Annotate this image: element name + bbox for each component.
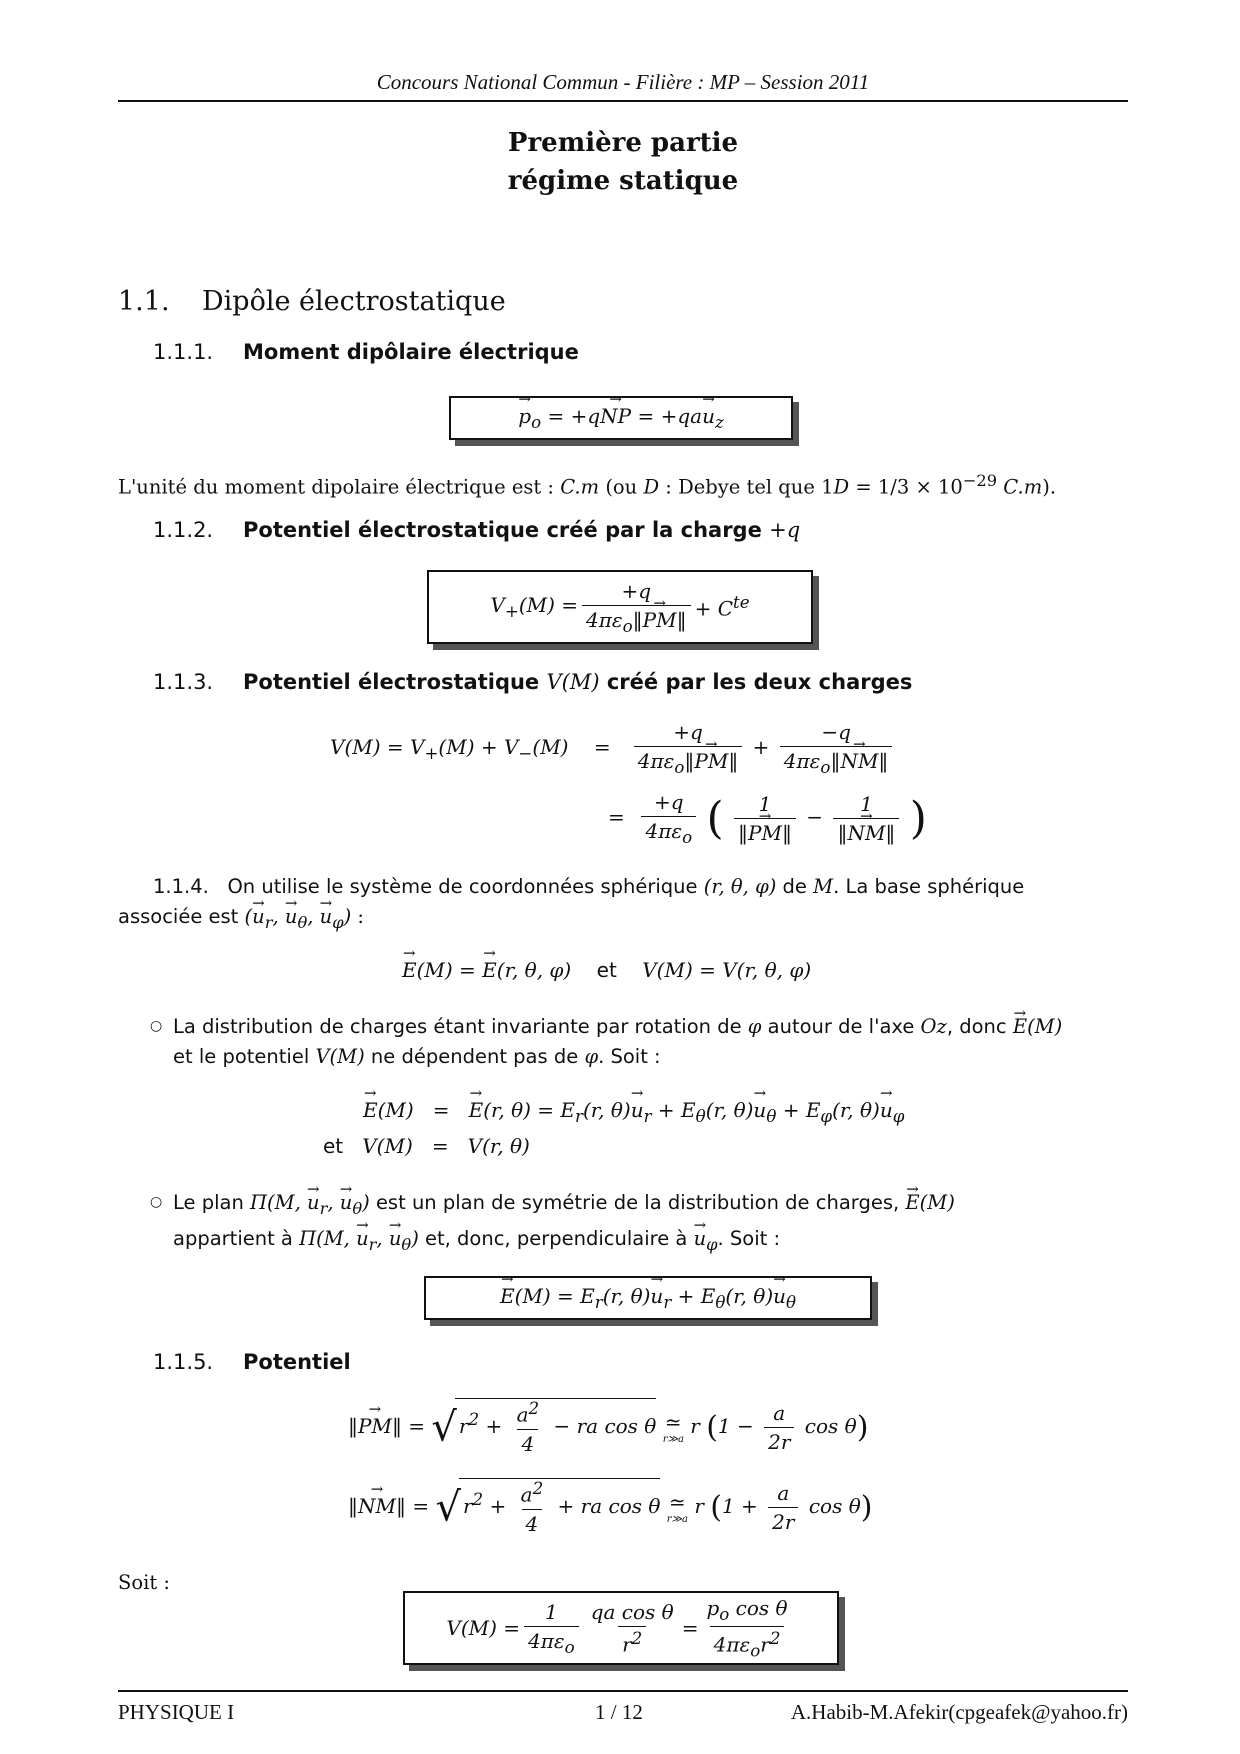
field-result-box: → $E(M) = E_r(r$, $\theta)\to u_r + E_\theta(r$, $\theta)\to u_\theta$ (424, 1276, 872, 1320)
dipole-moment-box: → $p_o = +q\to$ NP = $+qa\to u_z$ (449, 396, 793, 440)
dipole-potential-box: V(M) = $\frac{1}{4\pi\varepsilon_o}$ $\frac{\text{qa cos θ}}{r^2}$ = $\frac{p_o \cos \theta}{4\pi\varepsilon_or^2}$ (403, 1591, 839, 1665)
footer-authors: A.Habib-M.Afekir(cpgeafek@yahoo.fr) (790, 1700, 1128, 1724)
potential-sum-eq-2: = $\frac{+q}{4\pi\varepsilon_o}$ ( $\frac{1}{‖\to PM‖}$ − $\frac{1}{‖\to NM‖}$ ) (608, 790, 927, 847)
bullet-2-marker: ○ (150, 1194, 163, 1210)
field-potential-eq: → E(M) = → E(r, θ, φ) et V(M) = V(r, θ, φ) (402, 958, 811, 982)
field-decomposition-eq-2: et V(M) = V(r, θ) (323, 1134, 530, 1158)
bullet-2-text: Le plan Π(M, → $u_r$, → $u_\theta$) est un plan de symétrie de la distribution de charges, → E(M) appartient à Π(M, → $u_r$, → $u_\theta$) et, donc, perpendiculaire à → $u_\varphi$. Soit : (173, 1188, 1128, 1260)
potential-sum-eq-1: $V(M) = V_+(M) + V_-(M)$ = $\frac{+q}{4\pi\varepsilon_o‖\to PM‖}$ + $\frac{-q}{4\pi\varepsilon_o‖\to NM‖}$ (330, 720, 896, 777)
footer-subject: PHYSIQUE I (118, 1700, 235, 1724)
field-decomposition-eq-1: → E(M) = → E(r, $\theta) = E_r(r$, $\theta)\to u_r + E_\theta(r$, $\theta)\to u_\theta + E_\varphi(r$, $\theta)\to u_\varphi$ (363, 1098, 904, 1126)
subsection-1-1-1 (153, 340, 579, 364)
page-header: Concours National Commun - Filière : MP – Session 2011 (376, 70, 870, 94)
unit-paragraph: L'unité du moment dipolaire électrique est : C.m (ou D : Debye tel que $1D = 1/3 \times 10^{-29}$ C.m). (118, 471, 1057, 499)
subsection-1-1-3: 1.1.3. Potentiel électrostatique V(M) créé par les deux charges (153, 670, 913, 694)
subsection-number: 1.1.1. (153, 340, 214, 364)
footer-page-number: 1 / 12 (595, 1700, 643, 1724)
bullet-1-marker: ○ (150, 1018, 163, 1034)
subsection-1-1-5: 1.1.5. Potentiel (153, 1350, 351, 1374)
pm-norm-eq: ‖→ PM‖ = √ $r^2$ + $\frac{a^2}{4}$ − ra cos θ ≃ r≫a r (1 − $\frac{a}{2r}$ cos θ) (348, 1398, 868, 1456)
bullet-1-text: La distribution de charges étant invariante par rotation de φ autour de l'axe Oz, donc → E(M) et le potentiel V(M) ne dépendent pas de φ. Soit : (173, 1012, 1128, 1072)
nm-norm-eq: ‖→ NM‖ = √ $r^2$ + $\frac{a^2}{4}$ + ra cos θ ≃ r≫a r (1 + $\frac{a}{2r}$ cos θ) (348, 1478, 872, 1536)
footer-rule (118, 1690, 1128, 1692)
subsection-1-1-2: 1.1.2. Potentiel électrostatique créé par la charge +q (153, 518, 801, 542)
potential-plus-box: $V_+(M)$ = $\frac{+q}{4\pi\varepsilon_o‖\to PM‖}$ + $C^{te}$ (427, 570, 813, 644)
part-title: Première partie (507, 128, 739, 158)
soit-label: Soit : (118, 1571, 170, 1594)
subsection-title: Moment dipôlaire électrique (243, 340, 579, 364)
section-number: 1.1. (118, 286, 170, 317)
part-subtitle: régime statique (507, 166, 739, 196)
section-heading (118, 286, 506, 317)
subsection-1-1-4-text: 1.1.4. On utilise le système de coordonnées sphérique (r, θ, φ) de M. La base sphérique associée est (→ $u_r$, → $u_\theta$, → $u_\varphi$) : (118, 872, 1128, 938)
section-title: Dipôle électrostatique (202, 286, 506, 317)
header-rule (118, 100, 1128, 102)
